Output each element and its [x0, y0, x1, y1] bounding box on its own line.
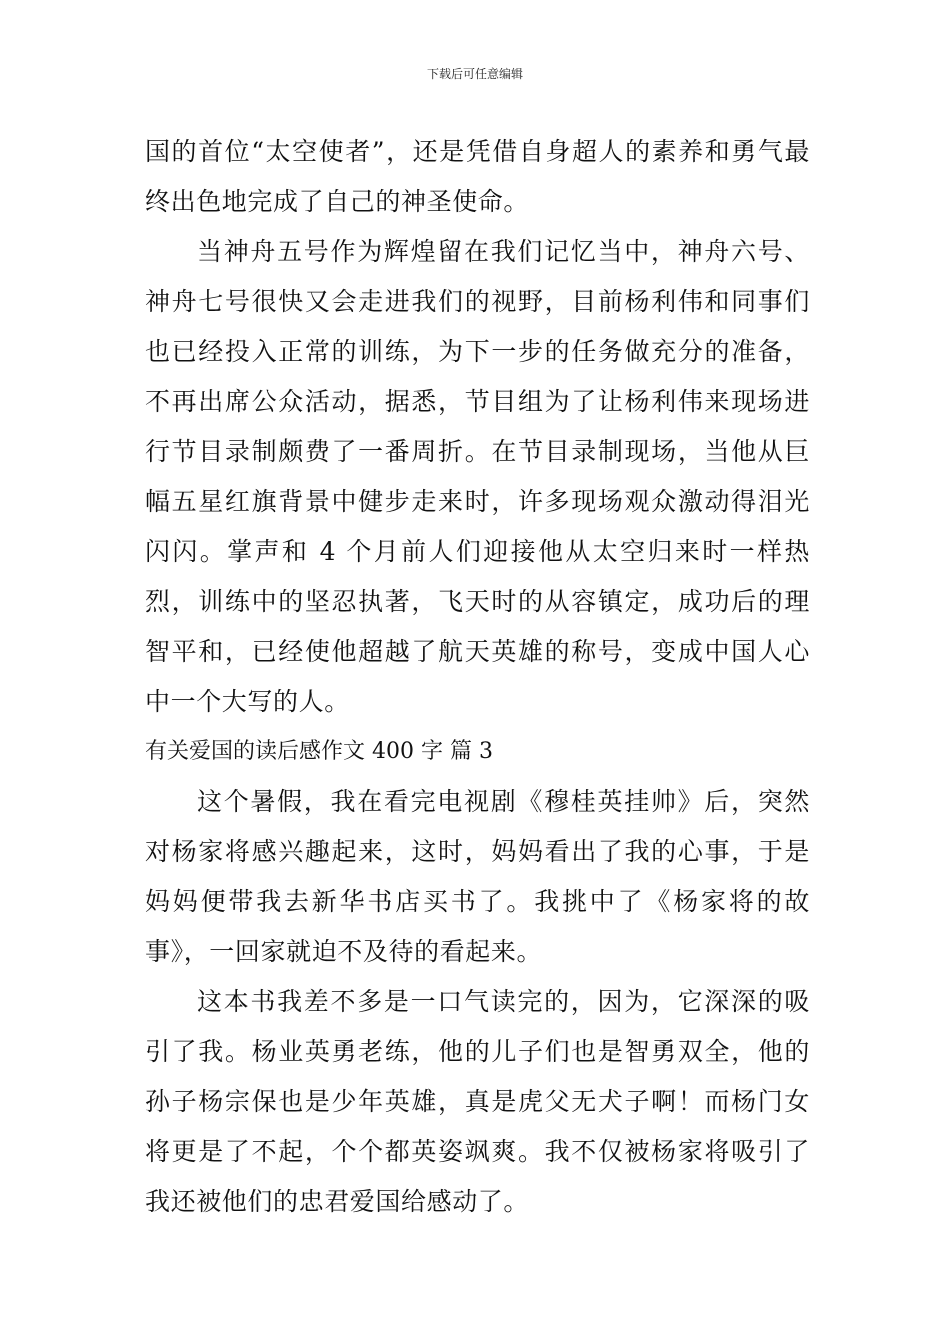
- paragraph-continued: 国的首位“太空使者”，还是凭借自身超人的素养和勇气最终出色地完成了自己的神圣使命。: [145, 137, 810, 216]
- section-heading: 有关爱国的读后感作文 400 字 篇 3: [145, 739, 493, 764]
- paragraph-2: 当神舟五号作为辉煌留在我们记忆当中，神舟六号、神舟七号很快又会走进我们的视野，目前杨利伟和同事们也已经投入正常的训练，为下一步的任务做充分的准备，不再出席公众活动，据悉，节目组为了让杨利伟来现场进行节目录制颇费了一番周折。在节目录制现场，当他从巨幅五星红旗背景中健步走来时，许多现场观众激动得泪光闪闪。掌声和 4 个月前人们迎接他从太空归来时一样热烈，训练中的坚忍执著，飞天时的从容镇定，成功后的理智平和，已经使他超越了航天英雄的称号，变成中国人心中一个大写的人。: [145, 237, 810, 716]
- article-body: [145, 127, 810, 1227]
- paragraph-4: 这本书我差不多是一口气读完的，因为，它深深的吸引了我。杨业英勇老练，他的儿子们也是智勇双全，他的孙子杨宗保也是少年英雄，真是虎父无犬子啊！而杨门女将更是了不起，个个都英姿飒爽。我不仅被杨家将吸引了我还被他们的忠君爱国给感动了。: [145, 987, 810, 1216]
- paragraph-3: 这个暑假，我在看完电视剧《穆桂英挂帅》后，突然对杨家将感兴趣起来，这时，妈妈看出了我的心事，于是妈妈便带我去新华书店买书了。我挑中了《杨家将的故事》，一回家就迫不及待的看起来。: [145, 787, 810, 966]
- page-header: 下载后可任意编辑: [426, 67, 523, 81]
